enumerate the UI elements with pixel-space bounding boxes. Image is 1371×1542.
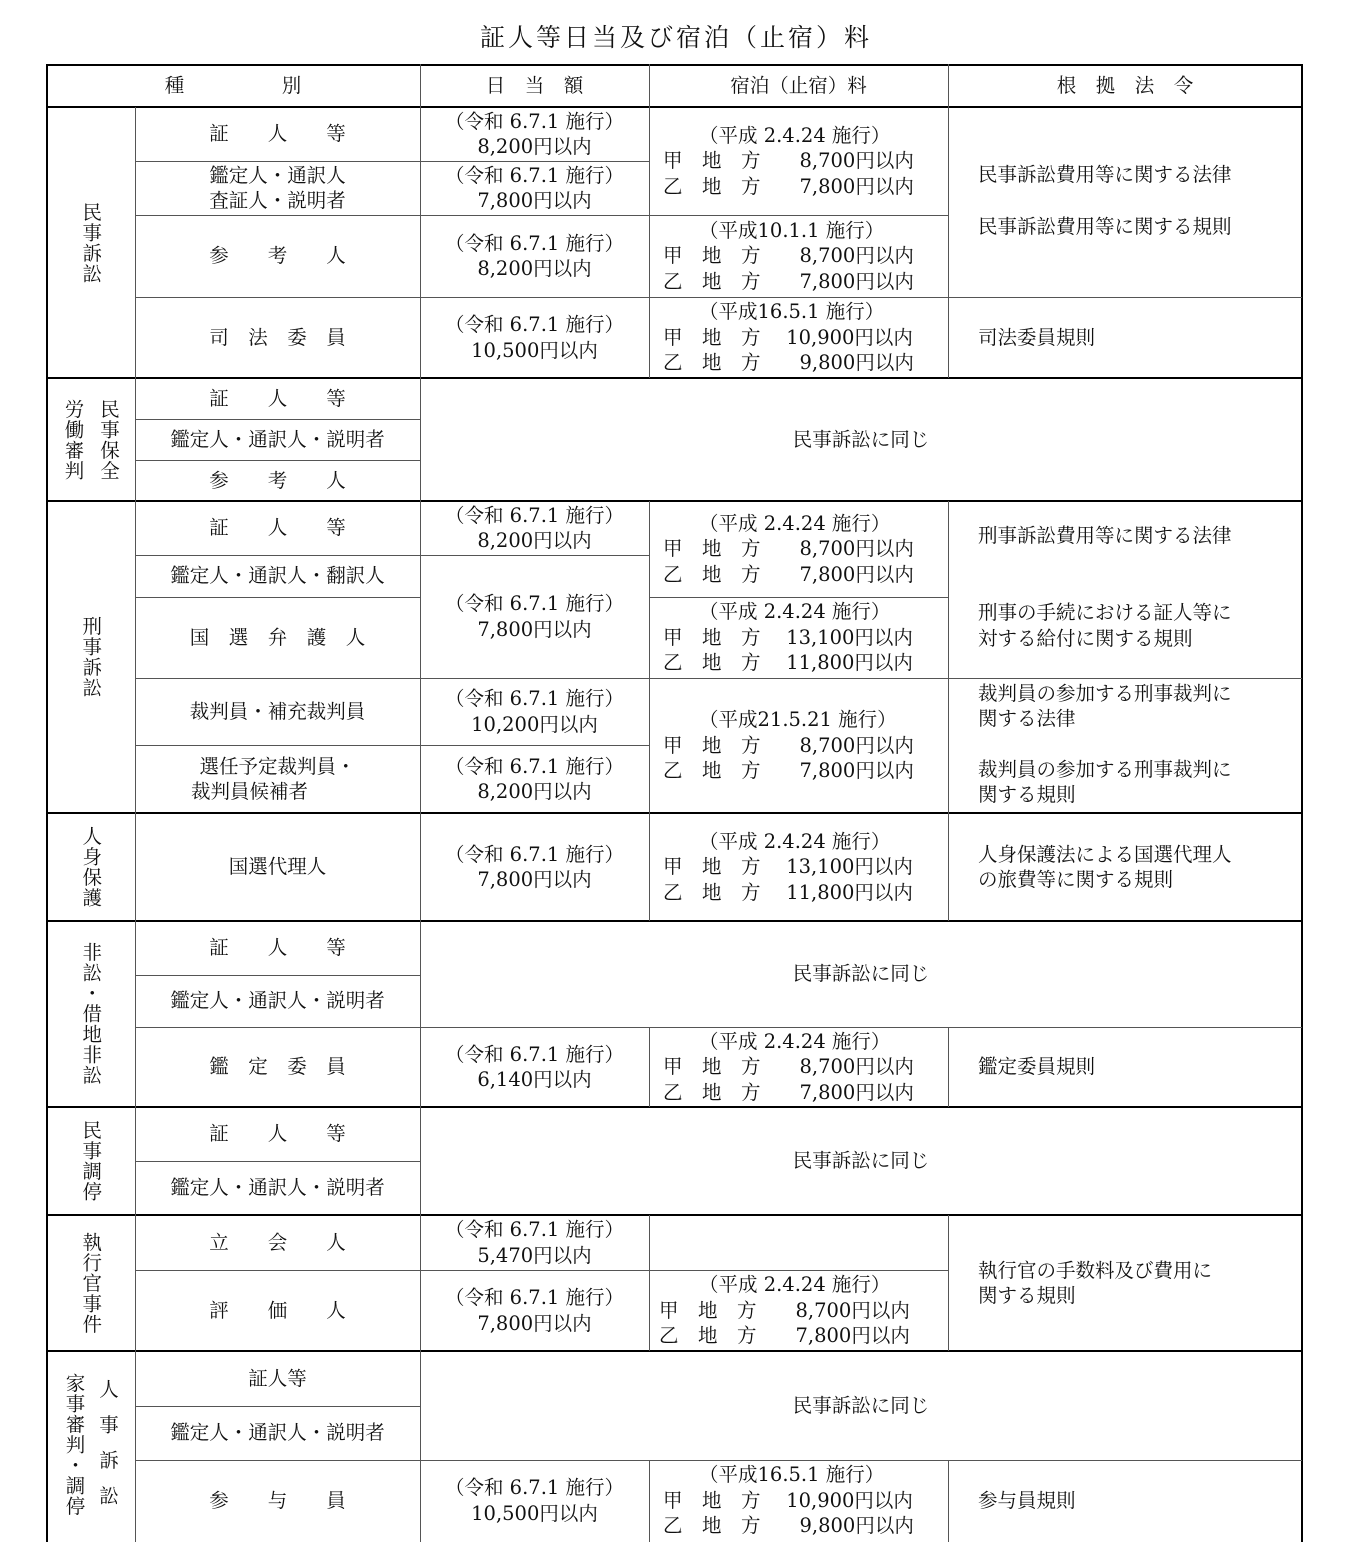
row-divider: [135, 1161, 420, 1162]
lodging-jinshin: （平成 2.4.24 施行） 甲 地 方 13,100円以内 乙 地 方 11,800円以内: [663, 829, 913, 904]
row-divider: [649, 597, 948, 598]
group-divider: [46, 920, 1303, 922]
row-divider: [135, 161, 649, 162]
page-title: 証人等日当及び宿泊（止宿）料: [479, 23, 872, 52]
row-hisho-appraisal-commissioner: 鑑 定 委 員: [209, 1055, 346, 1079]
header-daily: 日 当 額: [485, 73, 584, 97]
row-hisho-expert: 鑑定人・通訳人・説明者: [170, 989, 385, 1013]
row-keiji-expert: 鑑定人・通訳人・翻訳人: [170, 564, 385, 588]
basis-minji-law: 民事訴訟費用等に関する法律: [978, 163, 1232, 187]
fee-keiji-expert-defender: （令和 6.7.1 施行） 7,800円以内: [444, 592, 624, 641]
row-divider: [135, 597, 420, 598]
row-chotei-witness: 証 人 等: [209, 1122, 346, 1146]
row-minji-judicial-commissioner: 司 法 委 員: [209, 325, 346, 349]
basis-hisho: 鑑定委員規則: [978, 1055, 1096, 1079]
fee-minji-judicial-commissioner: （令和 6.7.1 施行） 10,500円以内: [444, 313, 624, 362]
fee-jinshin-attorney: （令和 6.7.1 施行） 7,800円以内: [444, 842, 624, 891]
row-divider: [135, 975, 420, 976]
col-divider: [948, 501, 949, 921]
header-divider: [46, 106, 1303, 108]
basis-minji-rule: 民事訴訟費用等に関する規則: [978, 215, 1232, 239]
row-minpo-reference: 参 考 人: [209, 468, 346, 492]
lodging-keiji-2: （平成 2.4.24 施行） 甲 地 方 13,100円以内 乙 地 方 11,800円以内: [663, 600, 913, 675]
row-divider: [135, 1027, 1302, 1028]
col-divider: [649, 64, 650, 378]
lodging-minji-3: （平成16.5.1 施行） 甲 地 方 10,900円以内 乙 地 方 9,800円以内: [663, 300, 914, 375]
group-divider: [46, 1106, 1303, 1108]
chotei-same-as-civil: 民事訴訟に同じ: [792, 1149, 930, 1173]
basis-keiji-law: 刑事訴訟費用等に関する法律: [978, 524, 1232, 547]
row-minji-witness: 証 人 等: [209, 122, 346, 146]
group-divider: [46, 377, 1303, 379]
fee-keiji-candidate: （令和 6.7.1 施行） 8,200円以内: [444, 754, 624, 803]
row-shikko-appraiser: 評 価 人: [209, 1298, 346, 1322]
table-border-top: [46, 64, 1303, 66]
lodging-minji-1: （平成 2.4.24 施行） 甲 地 方 8,700円以内 乙 地 方 7,800円以内: [663, 123, 914, 198]
category-shikko: 執行官事件: [79, 1231, 103, 1335]
col-divider: [649, 501, 650, 921]
row-minji-reference: 参 考 人: [209, 244, 346, 268]
lodging-hisho: （平成 2.4.24 施行） 甲 地 方 8,700円以内 乙 地 方 7,800円以内: [663, 1029, 914, 1104]
row-kaji-expert: 鑑定人・通訳人・説明者: [170, 1421, 385, 1445]
category-jinshin: 人身保護: [79, 826, 103, 908]
row-keiji-saibanin: 裁判員・補充裁判員: [189, 699, 366, 723]
basis-keiji-saibanin-rule: 裁判員の参加する刑事裁判に 関する規則: [978, 757, 1232, 806]
fee-kaji-participant: （令和 6.7.1 施行） 10,500円以内: [444, 1476, 624, 1525]
row-divider: [135, 1406, 420, 1407]
col-divider: [948, 1215, 949, 1351]
row-divider: [135, 1270, 948, 1271]
basis-minji-commissioner: 司法委員規則: [978, 325, 1096, 349]
lodging-shikko: （平成 2.4.24 施行） 甲 地 方 8,700円以内 乙 地 方 7,800円以内: [659, 1273, 910, 1348]
category-keiji: 刑事訴訟: [79, 616, 103, 698]
row-divider: [135, 745, 649, 746]
row-shikko-witness: 立 会 人: [209, 1230, 346, 1254]
row-minji-expert: 鑑定人・通訳人 査証人・説明者: [209, 163, 346, 212]
row-minpo-expert: 鑑定人・通訳人・説明者: [170, 427, 385, 451]
row-keiji-defender: 国 選 弁 護 人: [189, 625, 366, 649]
fee-keiji-witness: （令和 6.7.1 施行） 8,200円以内: [444, 503, 624, 552]
row-chotei-expert: 鑑定人・通訳人・説明者: [170, 1176, 385, 1200]
row-minpo-witness: 証 人 等: [209, 386, 346, 410]
col-divider: [948, 1460, 949, 1542]
row-divider: [135, 297, 1302, 298]
category-hisho: 非訟・借地非訟: [79, 942, 103, 1086]
group-divider: [46, 1214, 1303, 1216]
row-divider: [135, 1460, 1302, 1461]
header-basis: 根 拠 法 令: [1056, 73, 1194, 97]
col-divider: [948, 64, 949, 378]
minpo-same-as-civil: 民事訴訟に同じ: [792, 427, 930, 451]
col-divider: [649, 1215, 650, 1351]
fee-shikko-appraiser: （令和 6.7.1 施行） 7,800円以内: [444, 1286, 624, 1335]
basis-keiji-rule: 刑事の手続における証人等に 対する給付に関する規則: [978, 601, 1232, 650]
basis-kaji: 参与員規則: [978, 1488, 1076, 1512]
col-divider: [948, 1027, 949, 1107]
header-lodging: 宿泊（止宿）料: [730, 73, 867, 97]
basis-jinshin: 人身保護法による国選代理人 の旅費等に関する規則: [978, 842, 1232, 891]
fee-minji-reference: （令和 6.7.1 施行） 8,200円以内: [444, 231, 624, 280]
fee-minji-expert: （令和 6.7.1 施行） 7,800円以内: [444, 163, 624, 212]
header-kind: 種 別: [164, 73, 302, 97]
row-divider: [135, 419, 420, 420]
category-kaji: 家事審判・調停 人事訴訟: [62, 1373, 119, 1521]
row-keiji-candidate: 選任予定裁判員・ 裁判員候補者: [191, 754, 356, 803]
row-keiji-witness: 証 人 等: [209, 516, 346, 540]
fee-minji-witness: （令和 6.7.1 施行） 8,200円以内: [444, 109, 624, 158]
col-divider: [420, 64, 421, 1542]
col-divider: [649, 1460, 650, 1542]
hisho-same-as-civil: 民事訴訟に同じ: [792, 962, 930, 986]
category-chotei: 民事調停: [79, 1120, 103, 1202]
row-divider: [135, 678, 1302, 679]
basis-shikko: 執行官の手数料及び費用に 関する規則: [978, 1258, 1213, 1307]
row-hisho-witness: 証 人 等: [209, 936, 346, 960]
group-divider: [46, 500, 1303, 502]
row-divider: [135, 555, 649, 556]
col-divider: [649, 1027, 650, 1107]
lodging-keiji-1: （平成 2.4.24 施行） 甲 地 方 8,700円以内 乙 地 方 7,800円以内: [663, 511, 914, 586]
row-jinshin-attorney: 国選代理人: [228, 855, 327, 879]
row-divider: [135, 215, 948, 216]
fee-hisho-appraisal: （令和 6.7.1 施行） 6,140円以内: [444, 1042, 624, 1091]
table-border-left: [46, 64, 48, 1542]
table-border-right: [1301, 64, 1303, 1542]
row-divider: [135, 460, 420, 461]
group-divider: [46, 1350, 1303, 1352]
fee-keiji-saibanin: （令和 6.7.1 施行） 10,200円以内: [444, 687, 624, 736]
lodging-keiji-3: （平成21.5.21 施行） 甲 地 方 8,700円以内 乙 地 方 7,800円以内: [663, 708, 914, 783]
category-minpo: 労働審判 民事保全: [61, 398, 120, 481]
row-kaji-participant: 参 与 員: [209, 1488, 346, 1512]
kaji-same-as-civil: 民事訴訟に同じ: [792, 1393, 930, 1417]
lodging-minji-2: （平成10.1.1 施行） 甲 地 方 8,700円以内 乙 地 方 7,800円以内: [663, 218, 914, 293]
basis-keiji-saibanin-law: 裁判員の参加する刑事裁判に 関する法律: [978, 681, 1232, 730]
col-divider: [135, 107, 136, 1542]
row-kaji-witness: 証人等: [248, 1366, 307, 1390]
group-divider: [46, 812, 1303, 814]
category-minji: 民事訴訟: [79, 201, 103, 284]
fee-shikko-witness: （令和 6.7.1 施行） 5,470円以内: [444, 1218, 624, 1267]
lodging-kaji: （平成16.5.1 施行） 甲 地 方 10,900円以内 乙 地 方 9,800円以内: [663, 1463, 914, 1538]
